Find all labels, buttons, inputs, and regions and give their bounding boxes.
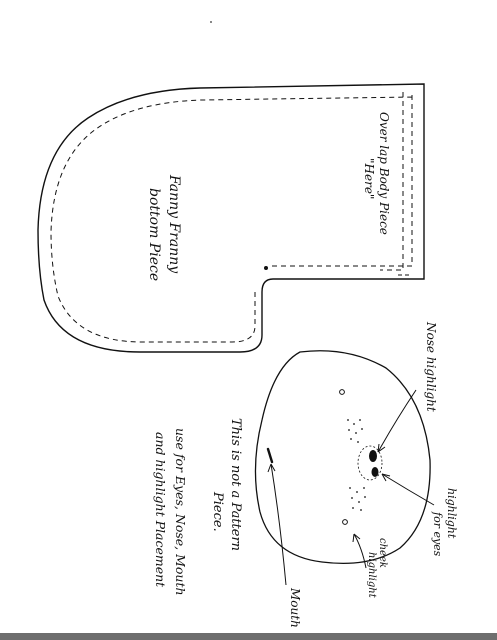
eyes-highlight-label-line1: highlight [445, 488, 458, 539]
nose-dark-top [369, 450, 377, 462]
note-line2: Piece. [210, 492, 225, 532]
eye-mark-top [340, 390, 345, 395]
leader-lines [268, 390, 434, 585]
body-piece-seam-allowance [51, 95, 412, 342]
piece-name-line1: Fanny Franny [166, 175, 182, 274]
face-guide [255, 351, 430, 564]
eye-mark-bottom [343, 520, 348, 525]
note-line4: and highlight Placement [153, 432, 168, 588]
face-outline [255, 351, 430, 564]
eyes-highlight-arrow [382, 474, 434, 505]
mouth-label: Mouth [288, 588, 302, 628]
cheek-highlight-label-line1: cheek [377, 538, 388, 568]
nose-highlight-label: Nose highlight [424, 322, 438, 412]
body-bottom-piece [38, 84, 424, 352]
overlap-label-line2: "Here" [362, 158, 376, 200]
mouth-arrow [271, 464, 286, 585]
notch-mark [264, 266, 268, 270]
cheek-highlight-label-line2: highlight [366, 552, 377, 598]
mouth-mark [268, 449, 272, 462]
note-line3: use for Eyes, Nose, Mouth [173, 428, 188, 596]
eyes-highlight-label-line2: for eyes [431, 512, 444, 557]
scan-bottom-edge [0, 633, 497, 640]
body-piece-outline [38, 84, 424, 352]
nose-dark-bottom [372, 467, 379, 477]
cheek-dots-bottom [349, 487, 366, 511]
piece-name-line2: bottom Piece [146, 188, 162, 282]
overlap-label-line1: Over lap Body Piece [377, 112, 391, 235]
nose-highlight-arrow [378, 390, 416, 452]
note-line1: This is not a Pattern [228, 418, 243, 552]
paper-speck [210, 21, 212, 23]
cheek-dots-top [347, 419, 363, 443]
